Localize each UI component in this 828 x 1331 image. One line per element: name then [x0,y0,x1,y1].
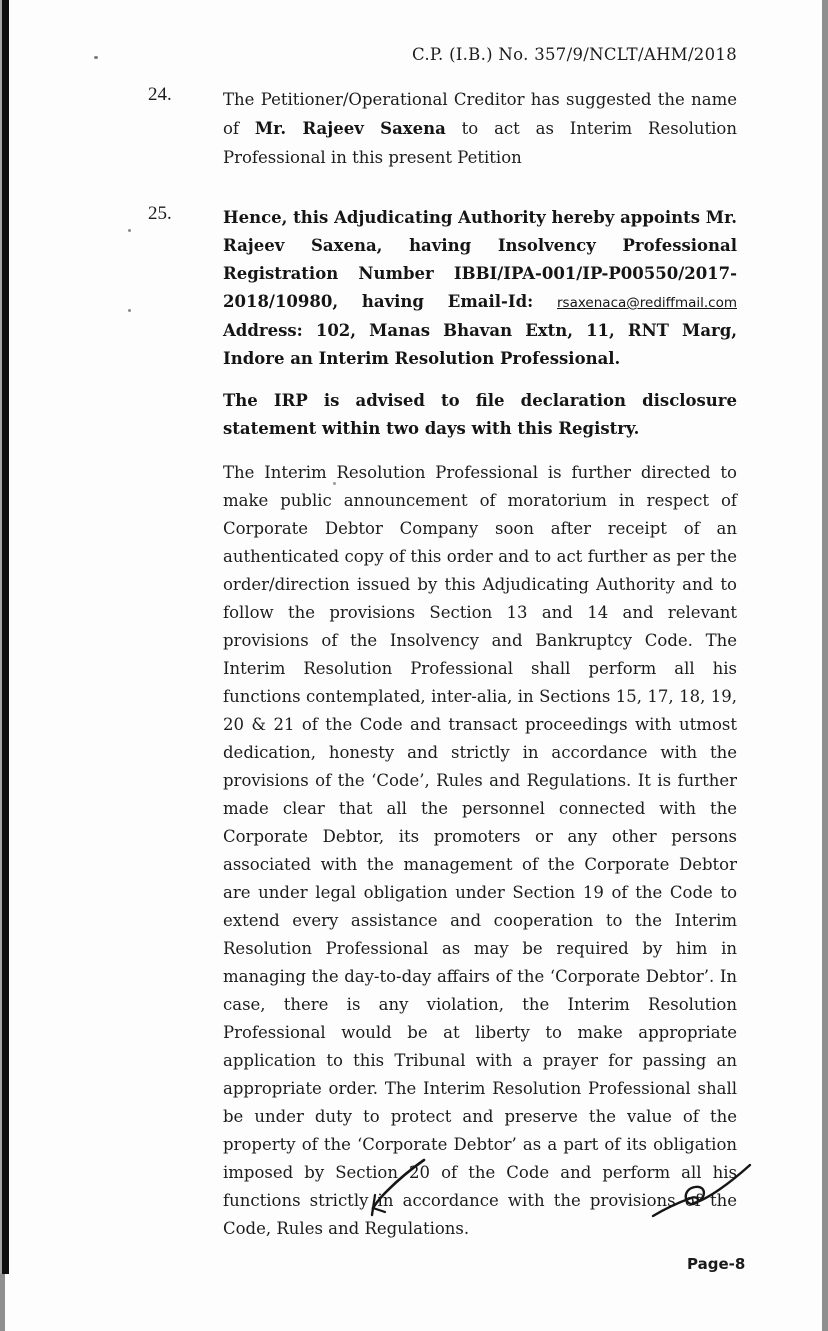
main-directions-paragraph: The Interim Resolution Professional is further directed to make public announcement of moratorium in respect of Corporate Debtor Company soon after receipt of an authenticated copy of this order and to act further as per the order/direction issued by this Adjudicating Authority and to follow the provisions Section 13 and 14 and relevant provisions of the Insolvency and Bankruptcy Code. The Interim Resolution Professional shall perform all his functions contemplated, inter-alia, in Sections 15, 17, 18, 19, 20 & 21 of the Code and transact proceedings with utmost dedication, honesty and strictly in accordance with the provisions of the ‘Code’, Rules and Regulations. It is further made clear that all the personnel connected with the Corporate Debtor, its promoters or any other persons associated with the management of the Corporate Debtor are under legal obligation under Section 19 of the Code to extend every assistance and cooperation to the Interim Resolution Professional as may be required by him in managing the day-to-day affairs of the ‘Corporate Debtor’. In case, there is any violation, the Interim Resolution Professional would be at liberty to make appropriate application to this Tribunal with a prayer for passing an appropriate order. The Interim Resolution Professional shall be under duty to protect and preserve the value of the property of the ‘Corporate Debtor’ as a part of its obligation imposed by Section 20 of the Code and perform all his functions strictly in accordance with the provisions of the Code, Rules and Regulations. [223,463,737,1238]
signature-left-icon [362,1152,434,1220]
item-24-number: 24. [148,84,172,105]
item-25-paragraph [223,204,737,373]
signature-right-icon [646,1158,758,1226]
scan-right-gray-bar [822,0,828,1331]
irp-name-bold: Mr. Rajeev Saxena [254,119,446,138]
scan-left-gray-bar [0,1274,5,1331]
scan-speck [128,229,131,232]
item-25-text-after-email: Address: 102, Manas Bhavan Extn, 11, RNT Marg, Indore an Interim Resolution Professional. [223,321,737,368]
item-25-text-before-email: Hence, this Adjudicating Authority hereby appoints Mr. Rajeev Saxena, having Insolvency Professional Registration Number IBBI/IPA-001/IP-P00550/2017-2018/10980, having Email-Id: [223,208,737,311]
case-number: C.P. (I.B.) No. 357/9/NCLT/AHM/2018 [412,45,737,64]
scan-left-black-bar [2,0,9,1274]
item-25-number: 25. [148,203,172,224]
irp-email-text: rsaxenaca@rediffmail.com [557,295,737,311]
item-24-text-before: The Petitioner/Operational Creditor has suggested the name of [223,90,737,138]
item-24-text-after: to act as Interim Resolution Professional in this present Petition [223,119,737,167]
scan-speck [128,309,131,312]
irp-notice-paragraph: The IRP is advised to file declaration disclosure statement within two days with this Registry. [223,391,737,438]
page-number: Page-8 [687,1255,746,1273]
item-24-paragraph [223,85,737,172]
